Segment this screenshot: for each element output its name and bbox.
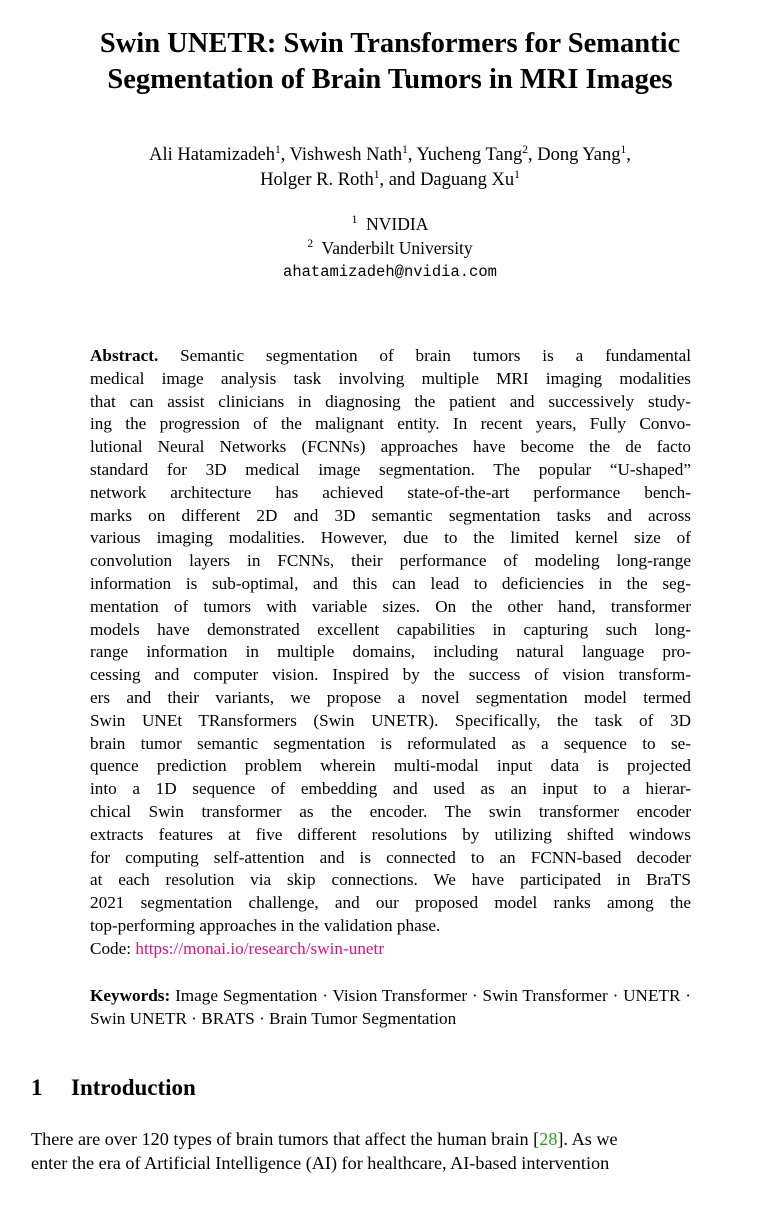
abstract-line: Swin UNEt TRansformers (Swin UNETR). Specifically, the task of 3D xyxy=(90,710,691,730)
intro-line: There are over 120 types of brain tumors that affect the human brain [28]. As we xyxy=(31,1129,618,1149)
intro-paragraph xyxy=(31,1127,751,1175)
abstract xyxy=(90,345,691,961)
author-affil-sup: 1 xyxy=(275,144,281,156)
abstract-line: models have demonstrated excellent capabilities in capturing such long- xyxy=(90,619,691,639)
abstract-line: range information in multiple domains, including natural language pro- xyxy=(90,642,691,662)
author-line-1: Ali Hatamizadeh$^1$, Vishwesh Nath$^1$, Yucheng Tang$^2$, Dong Yang$^1$, xyxy=(149,144,631,165)
author-name: Ali Hatamizadeh xyxy=(149,145,275,165)
affiliation-name: NVIDIA xyxy=(366,214,429,234)
author-name: Dong Yang xyxy=(537,145,621,165)
abstract-line: medical image analysis task involving multiple MRI imaging modalities xyxy=(90,368,691,388)
affiliation-item xyxy=(40,236,740,260)
abstract-line: Abstract. Semantic segmentation of brain tumors is a fundamental xyxy=(90,346,691,365)
abstract-line: ers and their variants, we propose a novel segmentation model termed xyxy=(90,687,691,707)
author-list xyxy=(40,143,740,193)
abstract-line: quence prediction problem wherein multi-modal input data is projected xyxy=(90,756,691,776)
title-line-1: Swin UNETR: Swin Transformers for Semantic xyxy=(99,28,681,59)
author-name: Daguang Xu xyxy=(420,170,515,190)
keywords-label: Keywords: xyxy=(90,986,171,1005)
author-conjunction: and xyxy=(388,170,416,190)
abstract-line: brain tumor semantic segmentation is reformulated as a sequence to se- xyxy=(90,733,691,753)
section-number: 1 xyxy=(31,1075,43,1100)
contact-email[interactable]: ahatamizadeh@nvidia.com xyxy=(283,263,497,281)
author-affil-sup: 1 xyxy=(402,144,408,156)
abstract-line: convolution layers in FCNNs, their performance of modeling long-range xyxy=(90,551,691,571)
section-title: Introduction xyxy=(71,1075,196,1100)
affiliation-sup: 1 xyxy=(351,214,358,226)
abstract-line: for computing self-attention and is connected to an FCNN-based decoder xyxy=(90,847,691,867)
abstract-line: ing the progression of the malignant entity. In recent years, Fully Convo- xyxy=(90,414,691,434)
section-heading xyxy=(31,1073,196,1103)
author-affil-sup: 1 xyxy=(514,169,520,181)
abstract-line: mentation of tumors with variable sizes. On the other hand, transformer xyxy=(90,596,691,616)
abstract-line: top-performing approaches in the validation phase. xyxy=(90,915,441,935)
affiliation-item xyxy=(40,212,740,236)
paper-title xyxy=(20,26,760,98)
abstract-line: cessing and computer vision. Inspired by the success of vision transform- xyxy=(90,665,691,685)
intro-line: enter the era of Artificial Intelligence (AI) for healthcare, AI-based intervention xyxy=(31,1153,610,1173)
abstract-line: information is sub-optimal, and this can lead to deficiencies in the seg- xyxy=(90,573,691,593)
author-line-2: Holger R. Roth$^1$, and Daguang Xu$^1$ xyxy=(260,169,520,190)
author-name: Vishwesh Nath xyxy=(289,145,403,165)
author-affil-sup: 1 xyxy=(373,169,380,181)
abstract-line: standard for 3D medical image segmentation. The popular “U-shaped” xyxy=(90,459,691,479)
affiliations xyxy=(40,212,740,284)
code-label: Code: xyxy=(90,938,132,958)
abstract-line: extracts features at five different resolutions by utilizing shifted windows xyxy=(90,824,691,844)
abstract-line: at each resolution via skip connections. We have participated in BraTS xyxy=(90,870,691,890)
code-line xyxy=(90,938,691,961)
abstract-line: marks on different 2D and 3D semantic segmentation tasks and across xyxy=(90,505,691,525)
code-link[interactable]: https://monai.io/research/swin-unetr xyxy=(135,938,385,958)
abstract-line: into a 1D sequence of embedding and used as an input to a hierar- xyxy=(90,779,691,799)
keywords xyxy=(90,985,691,1031)
abstract-line: that can assist clinicians in diagnosing the patient and successively study- xyxy=(90,391,691,411)
citation-link[interactable]: 28 xyxy=(539,1129,558,1149)
author-name: Holger R. Roth xyxy=(260,170,374,190)
abstract-line: chical Swin transformer as the encoder. The swin transformer encoder xyxy=(90,801,691,821)
author-name: Yucheng Tang xyxy=(416,145,523,165)
abstract-label: Abstract. xyxy=(90,346,159,365)
abstract-line: 2021 segmentation challenge, and our proposed model ranks among the xyxy=(90,893,691,913)
affiliation-sup: 2 xyxy=(307,238,314,250)
keywords-text: Image Segmentation · Vision Transformer · Swin Transformer · UNETR · Swin UNETR · BRATS · Brain Tumor Segmentation xyxy=(90,986,692,1028)
affiliation-name: Vanderbilt University xyxy=(321,238,473,258)
abstract-line: various imaging modalities. However, due to the limited kernel size of xyxy=(90,528,691,548)
title-line-2: Segmentation of Brain Tumors in MRI Images xyxy=(107,64,673,95)
abstract-line: network architecture has achieved state-of-the-art performance bench- xyxy=(90,482,691,502)
abstract-line: lutional Neural Networks (FCNNs) approaches have become the de facto xyxy=(90,437,691,457)
author-affil-sup: 2 xyxy=(522,144,528,156)
author-affil-sup: 1 xyxy=(620,144,627,156)
